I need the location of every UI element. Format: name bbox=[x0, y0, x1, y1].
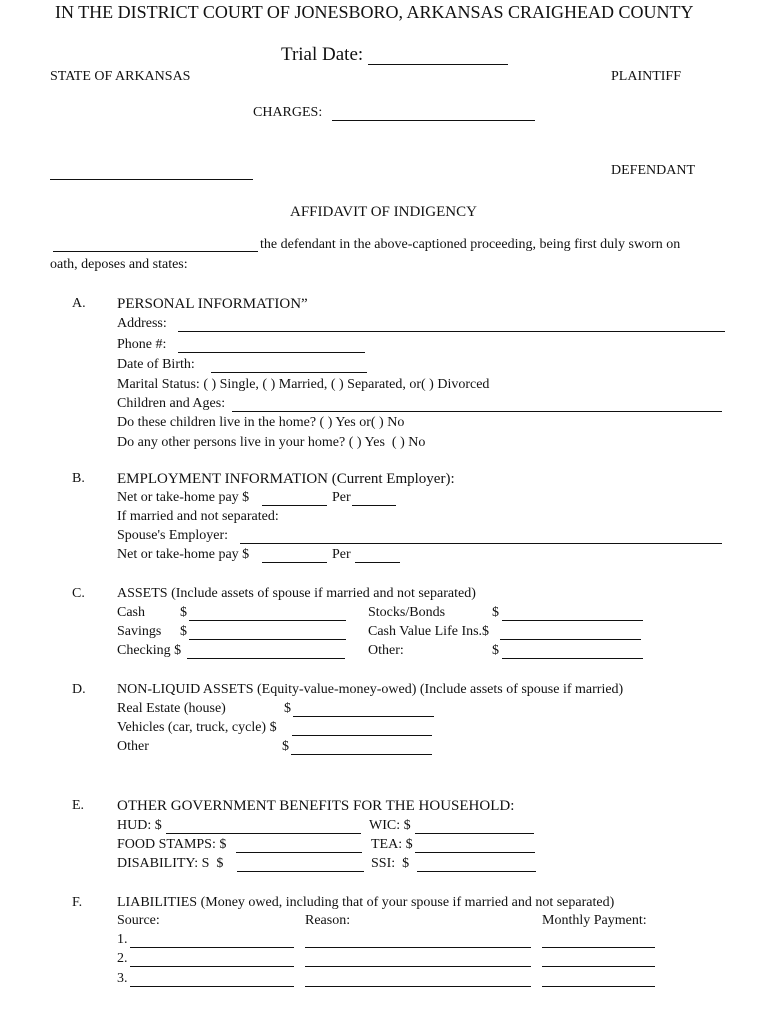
section-c-heading: ASSETS (Include assets of spouse if married and not separated) bbox=[117, 586, 476, 601]
stocks-label: Stocks/Bonds bbox=[368, 605, 446, 620]
savings-dollar: $ bbox=[180, 624, 187, 639]
spouse-employer-field[interactable] bbox=[240, 530, 722, 544]
savings-label: Savings bbox=[117, 624, 162, 639]
phone-field[interactable] bbox=[178, 339, 365, 353]
stocks-field[interactable] bbox=[502, 607, 643, 621]
cash-value-label: Cash Value Life Ins.$ bbox=[368, 624, 490, 639]
real-estate-dollar: $ bbox=[284, 701, 291, 716]
disability-field[interactable] bbox=[237, 858, 364, 872]
charges-label: CHARGES: bbox=[253, 105, 323, 120]
married-note: If married and not separated: bbox=[117, 509, 279, 524]
other-asset-dollar: $ bbox=[492, 643, 499, 658]
dob-label: Date of Birth: bbox=[117, 357, 195, 372]
section-b-heading: EMPLOYMENT INFORMATION (Current Employer): bbox=[117, 471, 455, 487]
checking-label: Checking $ bbox=[117, 643, 182, 658]
affiant-name-field[interactable] bbox=[53, 238, 258, 252]
ssi-label: SSI: $ bbox=[371, 856, 410, 871]
checking-field[interactable] bbox=[187, 645, 345, 659]
tea-field[interactable] bbox=[415, 839, 535, 853]
pay-1-field[interactable] bbox=[262, 492, 327, 506]
per-2-label: Per bbox=[332, 547, 351, 562]
liability-row-3-number: 3. bbox=[117, 971, 128, 986]
section-f-heading: LIABILITIES (Money owed, including that of your spouse if married and not separated) bbox=[117, 895, 615, 910]
other-nonliquid-label: Other bbox=[117, 739, 149, 754]
liability-row-2-source[interactable] bbox=[130, 953, 294, 967]
liability-row-2-payment[interactable] bbox=[542, 953, 655, 967]
vehicles-field[interactable] bbox=[292, 722, 432, 736]
ssi-field[interactable] bbox=[417, 858, 536, 872]
children-home-question: Do these children live in the home? ( ) Yes or( ) No bbox=[117, 415, 405, 430]
page-title: AFFIDAVIT OF INDIGENCY bbox=[290, 204, 477, 220]
phone-label: Phone #: bbox=[117, 337, 167, 352]
cash-field[interactable] bbox=[189, 607, 346, 621]
hud-label: HUD: $ bbox=[117, 818, 162, 833]
per-2-field[interactable] bbox=[355, 549, 400, 563]
cash-dollar: $ bbox=[180, 605, 187, 620]
plaintiff-label: PLAINTIFF bbox=[611, 69, 682, 84]
pay-1-label: Net or take-home pay $ bbox=[117, 490, 250, 505]
section-f-letter: F. bbox=[72, 895, 83, 910]
other-asset-field[interactable] bbox=[502, 645, 643, 659]
other-nonliquid-field[interactable] bbox=[291, 741, 432, 755]
stocks-dollar: $ bbox=[492, 605, 499, 620]
section-e-heading: OTHER GOVERNMENT BENEFITS FOR THE HOUSEHOLD: bbox=[117, 798, 515, 814]
children-label: Children and Ages: bbox=[117, 396, 226, 411]
real-estate-label: Real Estate (house) bbox=[117, 701, 226, 716]
disability-label: DISABILITY: S $ bbox=[117, 856, 224, 871]
spouse-employer-label: Spouse's Employer: bbox=[117, 528, 229, 543]
charges-field[interactable] bbox=[332, 107, 535, 121]
section-d-letter: D. bbox=[72, 682, 86, 697]
section-c-letter: C. bbox=[72, 586, 85, 601]
wic-label: WIC: $ bbox=[369, 818, 411, 833]
section-d-heading: NON-LIQUID ASSETS (Equity-value-money-owed) (Include assets of spouse if married) bbox=[117, 682, 624, 697]
food-stamps-field[interactable] bbox=[236, 839, 362, 853]
section-e-letter: E. bbox=[72, 798, 85, 813]
cash-value-field[interactable] bbox=[500, 626, 641, 640]
real-estate-field[interactable] bbox=[293, 703, 434, 717]
liability-row-3-reason[interactable] bbox=[305, 973, 531, 987]
others-home-question: Do any other persons live in your home? ( ) Yes ( ) No bbox=[117, 435, 426, 450]
monthly-payment-column-label: Monthly Payment: bbox=[542, 913, 647, 928]
tea-label: TEA: $ bbox=[371, 837, 413, 852]
dob-field[interactable] bbox=[211, 359, 367, 373]
liability-row-1-number: 1. bbox=[117, 932, 128, 947]
liability-row-1-source[interactable] bbox=[130, 934, 294, 948]
vehicles-label: Vehicles (car, truck, cycle) $ bbox=[117, 720, 277, 735]
liability-row-1-payment[interactable] bbox=[542, 934, 655, 948]
section-b-letter: B. bbox=[72, 471, 85, 486]
hud-field[interactable] bbox=[166, 820, 361, 834]
per-1-label: Per bbox=[332, 490, 351, 505]
court-title: IN THE DISTRICT COURT OF JONESBORO, ARKANSAS CRAIGHEAD COUNTY bbox=[55, 2, 694, 22]
liability-row-2-number: 2. bbox=[117, 951, 128, 966]
savings-field[interactable] bbox=[189, 626, 346, 640]
liability-row-3-source[interactable] bbox=[130, 973, 294, 987]
reason-column-label: Reason: bbox=[305, 913, 351, 928]
defendant-label: DEFENDANT bbox=[611, 163, 695, 178]
liability-row-3-payment[interactable] bbox=[542, 973, 655, 987]
marital-status: Marital Status: ( ) Single, ( ) Married, ( ) Separated, or( ) Divorced bbox=[117, 377, 490, 392]
food-stamps-label: FOOD STAMPS: $ bbox=[117, 837, 227, 852]
per-1-field[interactable] bbox=[352, 492, 396, 506]
cash-label: Cash bbox=[117, 605, 145, 620]
other-asset-label: Other: bbox=[368, 643, 404, 658]
intro-line-2: oath, deposes and states: bbox=[50, 257, 188, 272]
wic-field[interactable] bbox=[415, 820, 534, 834]
section-a-letter: A. bbox=[72, 296, 86, 311]
source-column-label: Source: bbox=[117, 913, 160, 928]
children-field[interactable] bbox=[232, 398, 722, 412]
state-label: STATE OF ARKANSAS bbox=[50, 69, 191, 84]
liability-row-1-reason[interactable] bbox=[305, 934, 531, 948]
pay-2-field[interactable] bbox=[262, 549, 327, 563]
other-nonliquid-dollar: $ bbox=[282, 739, 289, 754]
pay-2-label: Net or take-home pay $ bbox=[117, 547, 250, 562]
trial-date-field[interactable] bbox=[368, 51, 508, 65]
liability-row-2-reason[interactable] bbox=[305, 953, 531, 967]
address-field[interactable] bbox=[178, 318, 725, 332]
trial-date-label: Trial Date: bbox=[281, 44, 364, 65]
section-a-heading: PERSONAL INFORMATION” bbox=[117, 296, 308, 312]
address-label: Address: bbox=[117, 316, 167, 331]
defendant-name-field[interactable] bbox=[50, 166, 253, 180]
intro-line-1: the defendant in the above-captioned proceeding, being first duly sworn on bbox=[260, 237, 681, 252]
